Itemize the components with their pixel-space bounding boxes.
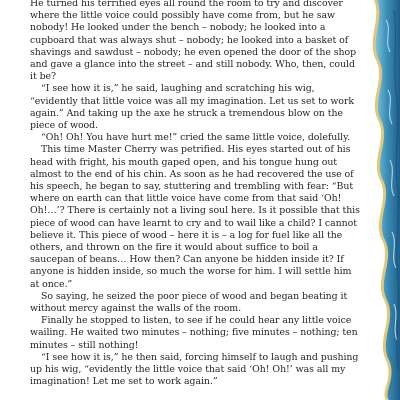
wave-body <box>376 0 400 400</box>
paragraph: This time Master Cherry was petrified. His eyes started out of his head with fright, his mouth gaped open, and his tongue hung out almost to the end of his chin. As soon as he had recovered the use of his speech, he began to say, stuttering and trembling with fear: “But where on earth can that little voice have come from that said ‘Oh! Oh!…’? There is certainly not a living soul here. Is it possible that this piece of wood can have learnt to cry and to wail like a child? I cannot believe it. This piece of wood – here it is – a log for fuel like all the others, and thrown on the fire it would about suffice to boil a saucepan of beans… How then? Can anyone be hidden inside it? If anyone is hidden inside, so much the worse for him. I will settle him at once.” <box>30 144 360 290</box>
paragraph: He turned his terrified eyes all round the room to try and discover where the little voice could possibly have come from, but he saw nobody! He looked under the bench – nobody; he looked into a cupboard that was always shut – nobody; he looked into a basket of shavings and sawdust – nobody; he even opened the door of the shop and gave a glance into the street – and still nobody. Who, then, could it be? <box>30 0 357 83</box>
paragraph: “Oh! Oh! You have hurt me!” cried the same little voice, dolefully. <box>41 132 351 144</box>
paragraph: So saying, he seized the poor piece of wood and began beating it without mercy against the walls of the room. <box>30 290 348 315</box>
decorative-wave-border <box>352 0 400 400</box>
paragraph: “I see how it is,” he said, laughing and scratching his wig, “evidently that little voice was all my imagination. Let us set to work again.” And taking up the axe he struck a tremendous blow on the piece of wood. <box>30 83 354 132</box>
story-text <box>30 0 360 389</box>
paragraph: “I see how it is,” he then said, forcing himself to laugh and pushing up his wig, “evidently the little voice that said ‘Oh! Oh!’ was all my imagination! Let me set to work again.” <box>30 351 359 388</box>
paragraph: Finally he stopped to listen, to see if he could hear any little voice wailing. He waited two minutes – nothing; five minutes – nothing; ten minutes – still nothing! <box>30 315 358 351</box>
